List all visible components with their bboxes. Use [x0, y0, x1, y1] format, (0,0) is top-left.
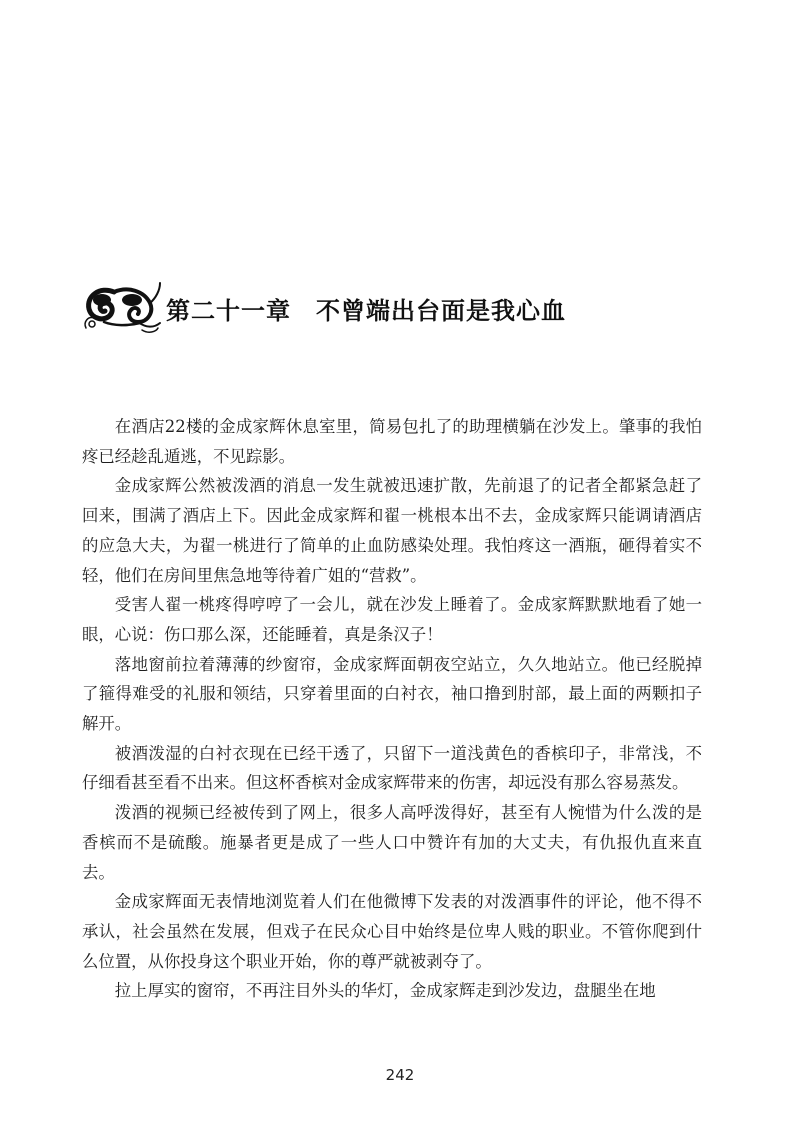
- paragraph: 在酒店22楼的金成家辉休息室里，简易包扎了的助理横躺在沙发上。肇事的我怕疼已经趁乱遁逃，不见踪影。: [82, 417, 702, 466]
- paragraph: 落地窗前拉着薄薄的纱窗帘，金成家辉面朝夜空站立，久久地站立。他已经脱掉了箍得难受的礼服和领结，只穿着里面的白衬衣，袖口撸到肘部，最上面的两颗扣子解开。: [82, 654, 702, 734]
- page-number: 242: [385, 1066, 415, 1084]
- body-text: [82, 412, 702, 1006]
- paragraph: 泼酒的视频已经被传到了网上，很多人高呼泼得好，甚至有人惋惜为什么泼的是香槟而不是硫酸。施暴者更是成了一些人口中赞许有加的大丈夫，有仇报仇直来直去。: [82, 803, 702, 882]
- cloud-ornament-icon: [80, 278, 164, 338]
- paragraph: 受害人翟一桃疼得哼哼了一会儿，就在沙发上睡着了。金成家辉默默地看了她一眼，心说：伤口那么深，还能睡着，真是条汉子！: [82, 595, 702, 644]
- chapter-heading: [80, 278, 566, 338]
- paragraph: 拉上厚实的窗帘，不再注目外头的华灯，金成家辉走到沙发边，盘腿坐在地: [114, 981, 656, 1001]
- paragraph: 金成家辉面无表情地浏览着人们在他微博下发表的对泼酒事件的评论，他不得不承认，社会虽然在发展，但戏子在民众心目中始终是位卑人贱的职业。不管你爬到什么位置，从你投身这个职业开始，你的尊严就被剥夺了。: [82, 892, 702, 971]
- chapter-title: 第二十一章 不曾端出台面是我心血: [166, 296, 566, 325]
- paragraph: 金成家辉公然被泼酒的消息一发生就被迅速扩散，先前退了的记者全都紧急赶了回来，围满了酒店上下。因此金成家辉和翟一桃根本出不去，金成家辉只能调请酒店的应急大夫，为翟一桃进行了简单的止血防感染处理。我怕疼这一酒瓶，砸得着实不轻，他们在房间里焦急地等待着广姐的“营救”。: [82, 476, 702, 585]
- paragraph: 被酒泼湿的白衬衣现在已经干透了，只留下一道浅黄色的香槟印子，非常浅，不仔细看甚至看不出来。但这杯香槟对金成家辉带来的伤害，却远没有那么容易蒸发。: [82, 743, 702, 793]
